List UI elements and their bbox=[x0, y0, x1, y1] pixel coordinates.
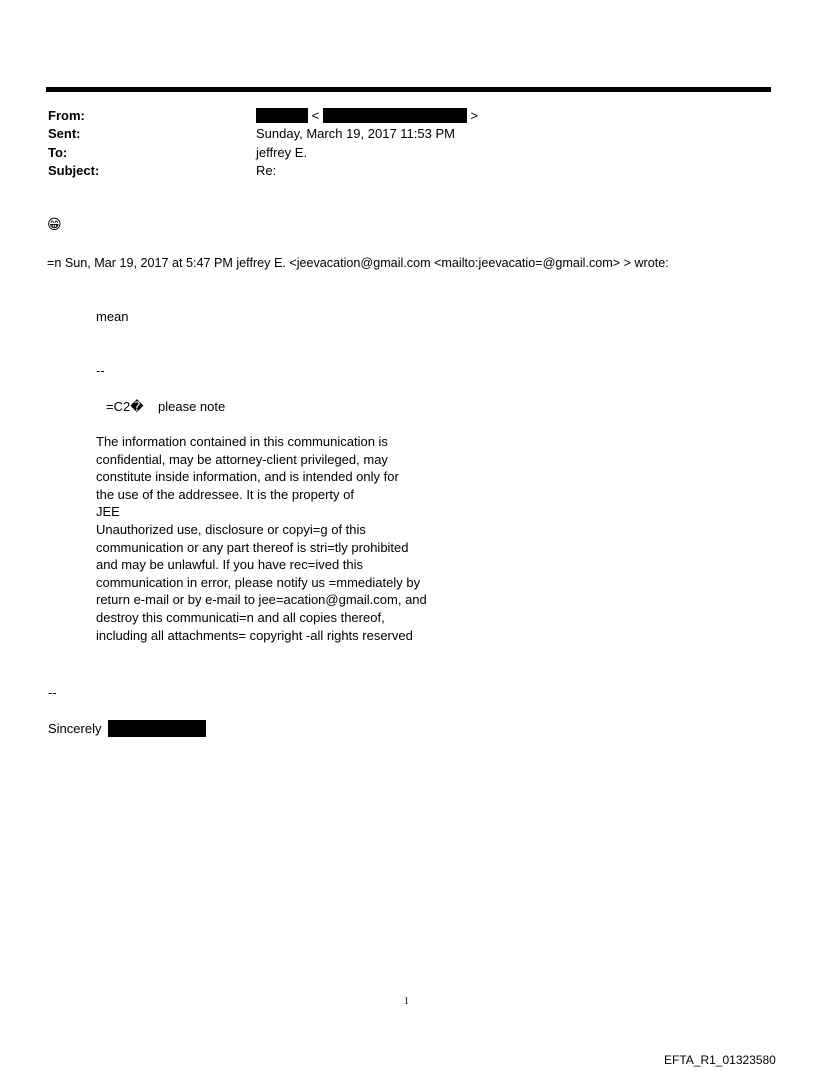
from-label: From: bbox=[48, 108, 85, 123]
from-bracket-open: < bbox=[311, 108, 320, 123]
bates-number: EFTA_R1_01323580 bbox=[664, 1053, 776, 1067]
disclaimer-line: communication or any part thereof is stri=tly prohibited bbox=[96, 539, 409, 555]
to-value: jeffrey E. bbox=[256, 145, 308, 160]
quoted-text: mean bbox=[96, 309, 129, 324]
signoff-text: Sincerely bbox=[48, 721, 102, 736]
disclaimer-line: The information contained in this communication is bbox=[96, 434, 388, 449]
confidentiality-disclaimer bbox=[96, 433, 427, 644]
quote-intro: =n Sun, Mar 19, 2017 at 5:47 PM jeffrey E. <jeevacation@gmail.com <mailto:jeevacatio=@gmail.com> > wrote: bbox=[47, 256, 669, 270]
disclaimer-line: communication in error, please notify us =mmediately by bbox=[96, 574, 421, 590]
signature-separator: -- bbox=[48, 685, 57, 700]
redaction-sender-email bbox=[323, 108, 467, 123]
disclaimer-line: Unauthorized use, disclosure or copyi=g of this bbox=[96, 521, 366, 537]
sent-value: Sunday, March 19, 2017 11:53 PM bbox=[256, 126, 455, 141]
disclaimer-line: and may be unlawful. If you have rec=ived this bbox=[96, 557, 364, 573]
subject-label: Subject: bbox=[48, 163, 100, 178]
disclaimer-line: the use of the addressee. It is the property of bbox=[96, 486, 354, 502]
please-note-line: =C2� please note bbox=[106, 399, 226, 414]
page-number: 1 bbox=[404, 996, 409, 1007]
disclaimer-line: return e-mail or by e-mail to jee=acation@gmail.com, and bbox=[96, 592, 427, 608]
disclaimer-line: constitute inside information, and is intended only for bbox=[96, 469, 399, 485]
redaction-signature-name bbox=[108, 720, 206, 737]
sent-label: Sent: bbox=[48, 126, 81, 141]
redaction-sender-name bbox=[256, 108, 308, 123]
disclaimer-line: including all attachments= copyright -all rights reserved bbox=[96, 627, 413, 643]
disclaimer-line: destroy this communicati=n and all copies thereof, bbox=[96, 609, 385, 625]
signoff-line bbox=[48, 720, 206, 737]
from-value bbox=[256, 108, 478, 123]
to-label: To: bbox=[48, 145, 68, 160]
header-rule bbox=[46, 87, 771, 92]
quoted-signature-separator: -- bbox=[96, 363, 105, 378]
disclaimer-line: JEE bbox=[96, 504, 120, 520]
from-bracket-close: > bbox=[470, 108, 479, 123]
subject-value: Re: bbox=[256, 163, 277, 178]
disclaimer-line: confidential, may be attorney-client privileged, may bbox=[96, 451, 388, 467]
grinning-face-icon: 😁 bbox=[47, 216, 62, 232]
